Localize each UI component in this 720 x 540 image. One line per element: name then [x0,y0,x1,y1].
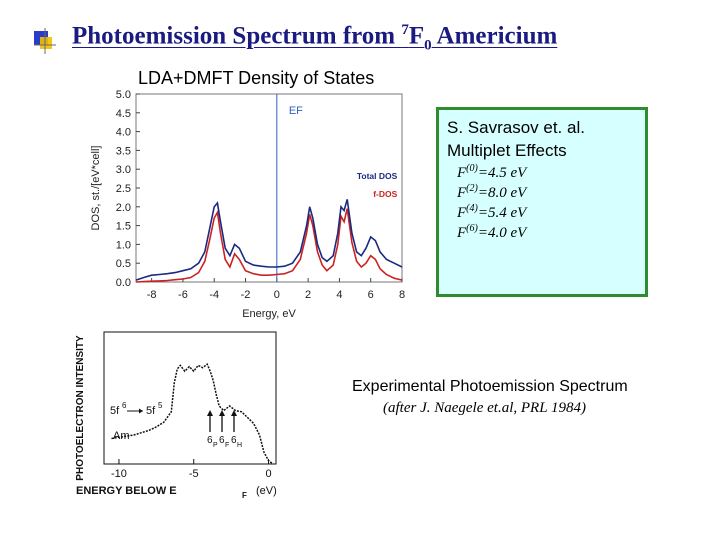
experimental-chart [70,326,310,498]
note-author: S. Savrasov et. al. [447,118,585,137]
multiplet-label: 6 [231,435,237,446]
x-axis-label-sub: F [242,491,247,498]
slater-param-f6: $F^{(6)}=4.0$ eV [457,223,527,241]
y-tick-label: 5.0 [115,89,131,101]
multiplet-label: 6 [207,435,213,446]
arrow-head-icon [231,410,237,416]
x-tick-label: 2 [305,289,312,301]
x-tick-label: -6 [178,289,188,301]
x-axis-label: ENERGY BELOW E [76,485,177,497]
x-tick-label: 8 [398,289,406,301]
arrow-head-icon [139,409,143,414]
slater-param-f4: $F^{(4)}=5.4$ eV [457,203,527,221]
experiment-caption: Experimental Photoemission Spectrum [352,378,628,395]
y-tick-label: 0.0 [115,277,131,289]
y-tick-label: 2.5 [115,183,131,195]
y-tick-label: 3.5 [115,145,131,158]
multiplet-sub-label: F [225,442,230,449]
bullet-icon [34,28,56,54]
legend-entry-total-dos: Total DOS [356,171,398,181]
x-tick-label: 6 [367,289,374,301]
y-tick-label: 2.0 [115,201,131,214]
multiplet-label: 6 [219,435,225,446]
x-tick-label: 4 [336,289,343,301]
x-tick-label: 0 [273,289,280,301]
y-tick-label: 0.5 [115,258,131,271]
x-tick-label: -5 [188,468,199,480]
legend-entry-f-dos: f-DOS [373,189,398,199]
x-axis-unit: (eV) [256,485,277,497]
y-tick-label: 3.0 [115,164,131,177]
y-tick-label: 4.5 [115,107,131,120]
slater-param-f2: $F^{(2)}=8.0$ eV [457,183,527,201]
x-tick-label: -4 [209,289,220,301]
transition-to-sup: 5 [158,401,163,410]
x-axis-label: Energy, eV [242,308,296,320]
spectrum-line [112,364,274,464]
f-dos-line [136,209,402,282]
x-tick-label: -2 [240,289,251,301]
y-tick-label: 1.0 [115,239,131,252]
total-dos-line [136,199,402,280]
note-subject: Multiplet Effects [447,141,567,160]
x-tick-label: 0 [265,468,272,480]
y-axis-label: PHOTOELECTRON INTENSITY [75,335,86,481]
fermi-level-label: EF [288,105,303,117]
multiplet-sub-label: P [213,442,218,449]
experiment-reference: (after J. Naegele et.al, PRL 1984) [383,400,587,416]
y-tick-label: 4.0 [115,126,131,139]
transition-from-sup: 6 [122,401,127,410]
dos-chart [86,84,420,328]
arrow-head-icon [219,410,225,416]
transition-to-label: 5f [146,405,156,417]
slater-param-f0: $F^{(0)}=4.5$ eV [457,163,527,181]
x-tick-label: -8 [146,289,157,301]
multiplet-sub-label: H [237,442,243,449]
sample-label: Am [113,430,130,442]
x-tick-label: -10 [111,468,127,480]
arrow-head-icon [207,410,213,416]
y-tick-label: 1.5 [115,220,131,233]
multiplet-note-box [436,107,648,297]
transition-from-label: 5f [110,405,120,417]
plot-frame [104,332,276,464]
y-axis-label: DOS, st./[eV*cell] [90,145,102,231]
page-title: Photoemission Spectrum from $^7F_0$ Americium [72,22,558,54]
dos-subtitle: LDA+DMFT Density of States [138,68,375,88]
